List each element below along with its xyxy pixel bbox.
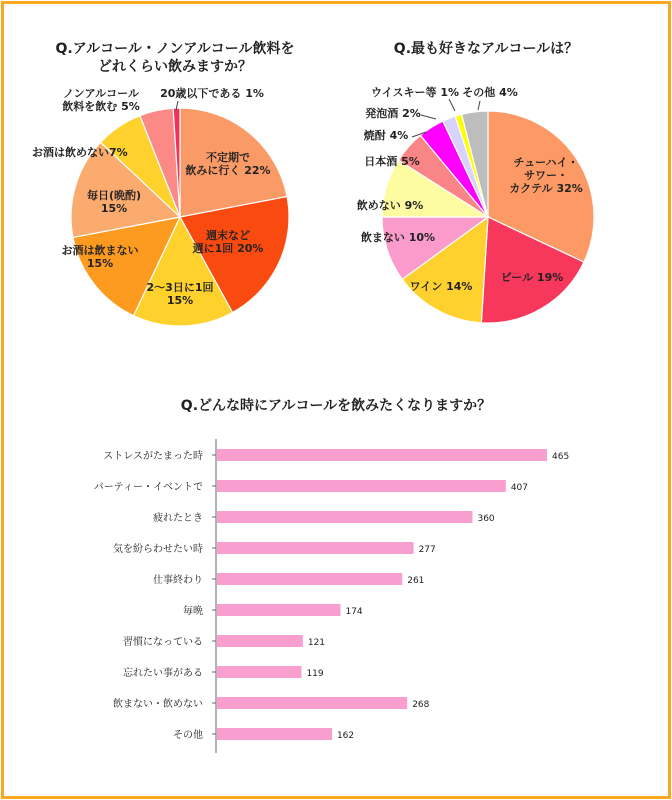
bar-category-label-8: 飲まない・飲めない (113, 699, 203, 710)
pie1-label-5 (32, 145, 128, 159)
pie2-leader-line-1 (421, 115, 436, 119)
bar-category-label-7: 忘れたい事がある (123, 668, 203, 679)
pie1-label-7-line: 20歳以下である 1% (160, 87, 264, 100)
pie2-title: Q.最も好きなアルコールは？ (393, 41, 579, 57)
bar-category-label-3: 気を紛らわせたい時 (113, 544, 203, 555)
bar-category-label-1: パーティー・イベントで (93, 482, 203, 493)
pie1-label-1-line: 週に1回 20% (192, 242, 264, 255)
bar-8 (217, 697, 407, 709)
pie2-leader-line-3 (478, 101, 480, 110)
bar-value-label-4: 261 (407, 576, 425, 586)
bar-1 (217, 480, 506, 492)
pie2-label-9-line: その他 4% (462, 86, 518, 99)
pie1-label-6-line: ノンアルコール (63, 87, 139, 100)
pie2-label-7 (365, 106, 421, 120)
pie1-title-line2: どれくらい飲みますか？ (98, 59, 252, 75)
bar-7 (217, 666, 301, 678)
bar-value-label-6: 121 (307, 638, 326, 648)
pie1-label-1-line: 週末など (206, 229, 250, 242)
bar-category-label-2: 疲れたとき (153, 513, 203, 524)
bar-4 (217, 573, 402, 585)
pie2-label-6-line: 焼酎 4% (363, 129, 409, 142)
pie1-label-2-line: 15% (166, 294, 194, 307)
pie2-label-8 (371, 85, 459, 99)
pie2-leader-line-2 (449, 99, 455, 111)
bar-value-label-7: 119 (306, 669, 324, 679)
pie1-label-6 (62, 87, 140, 113)
pie2-label-0-line: チューハイ・ (513, 156, 579, 169)
pie2-label-8-line: ウイスキー等 1% (370, 86, 460, 99)
bar-5 (217, 604, 340, 616)
pie2-label-6 (363, 128, 409, 142)
pie2-label-2-line: ワイン 14% (409, 280, 473, 293)
bar-value-label-9: 162 (336, 731, 355, 741)
bar-2 (217, 511, 472, 523)
pie-chart-drink-frequency (32, 40, 294, 326)
pie2-label-3-line: 飲まない 10% (360, 231, 436, 244)
bar-category-label-9: その他 (173, 730, 203, 741)
pie1-label-5-line: お酒は飲めない7% (32, 146, 128, 159)
bar-value-label-8: 268 (412, 700, 430, 710)
bar-9 (217, 728, 332, 740)
bar-category-label-6: 習慣になっている (123, 637, 203, 648)
pie1-label-6-line: 飲料を飲む 5% (62, 100, 140, 113)
bar-category-label-5: 毎晩 (183, 606, 203, 617)
pie2-label-4 (357, 198, 424, 212)
pie1-label-4-line: 毎日(晩酌) (86, 189, 142, 202)
pie1-label-4-line: 15% (100, 202, 128, 215)
pie2-label-9 (462, 85, 518, 99)
pie1-label-0-line: 不定期で (206, 151, 250, 164)
bar-value-label-2: 360 (477, 514, 495, 524)
pie2-label-5 (364, 154, 420, 168)
pie2-label-1-line: ビール 19% (500, 271, 564, 284)
bar-chart-title: Q.どんな時にアルコールを飲みたくなりますか？ (180, 398, 492, 414)
bar-value-label-1: 407 (510, 483, 529, 493)
pie2-label-1 (501, 271, 564, 284)
bar-chart-drinking-occasions (94, 397, 569, 753)
pie1-label-3-line: お酒は飲まない (61, 244, 139, 257)
pie1-label-2-line: 2～3日に1回 (146, 281, 214, 294)
bar-category-label-4: 仕事終わり (153, 575, 203, 586)
bar-3 (217, 542, 414, 554)
pie2-label-2 (410, 280, 473, 293)
pie1-label-0-line: 飲みに行く 22% (185, 164, 271, 177)
pie2-label-4-line: 飲めない 9% (356, 199, 424, 212)
pie2-label-0-line: サワー・ (524, 169, 568, 182)
pie-chart-favorite-alcohol (357, 40, 594, 323)
pie2-label-5-line: 日本酒 5% (364, 155, 420, 168)
pie1-label-3-line: 15% (86, 257, 114, 270)
pie1-title-line1: Q.アルコール・ノンアルコール飲料を (55, 41, 295, 57)
pie2-label-7-line: 発泡酒 2% (365, 107, 421, 120)
pie2-label-0-line: カクテル 32% (509, 182, 583, 195)
bar-value-label-0: 465 (552, 452, 570, 462)
bar-0 (217, 449, 547, 461)
pie1-label-7 (160, 86, 264, 100)
bar-6 (217, 635, 303, 647)
pie2-label-3 (361, 230, 435, 244)
bar-value-label-3: 277 (418, 545, 436, 555)
bar-value-label-5: 174 (345, 607, 363, 617)
bar-category-label-0: ストレスがたまった時 (103, 451, 203, 462)
